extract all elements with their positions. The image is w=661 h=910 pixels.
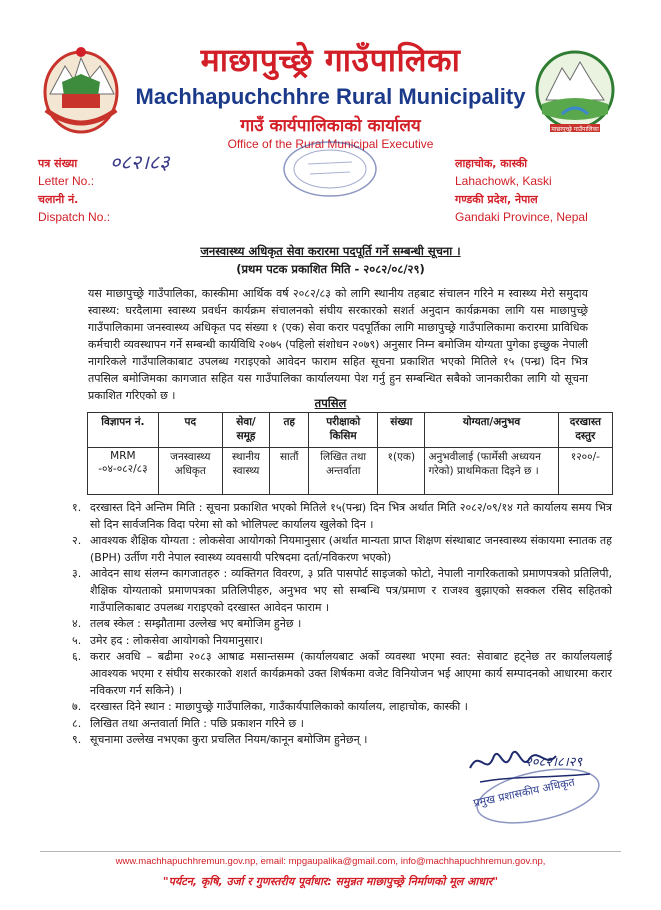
item-text: दरखास्त दिने अन्तिम मिति : सूचना प्रकाशित भएको मितिले १५(पन्ध्र) दिन भित्र अर्थात मिति २०८२/०९/१४ गते कार्यालय समय भित्र सो दिन सार्वजनिक विदा परेमा सो को भोलिपल्ट कार्यालय खुलेको दिन । [90,501,612,531]
item-text: करार अवधि – बढीमा २०८३ आषाढ मसान्तसम्म (कार्यालयबाट अर्को व्यवस्था भएमा स्वत: सेवाबाट हट्नेछ तर कार्यालयलाई आवश्यक भएमा र संघीय सरकारको शशर्त कार्यक्रमको उक्त शिर्षकमा वजेट विनियोजन भई आएमा कार्य सम्पादनको आधारमा करार नविकरण गर्न सकिने) । [90,650,612,697]
col-exam-type: परीक्षाको किसिम [309,413,378,448]
col-ad-no: विज्ञापन नं. [88,413,159,448]
list-item [72,500,612,533]
item-number: ६. [72,650,82,664]
footer-contacts: www.machhapuchhremun.gov.np, email: mpgaupalika@gmail.com, info@machhapuchhremun.gov.np, [115,856,546,867]
item-text: सूचनामा उल्लेख नभएका कुरा प्रचलित नियम/कानून बमोजिम हुनेछन् । [90,733,368,747]
table-row [88,448,613,495]
footer-divider [40,851,621,852]
item-number: २. [72,534,82,548]
item-number: ४. [72,617,82,631]
list-item [72,716,612,733]
item-number: १. [72,501,82,514]
address-en: Lahachowk, Kaski [455,174,552,188]
office-name-en: Office of the Rural Municipal Executive [227,137,434,151]
list-item [72,699,612,716]
list-item [72,649,612,699]
list-item [72,616,612,633]
item-number: ३. [72,567,82,581]
item-text: लिखित तथा अन्तवार्ता मिति : पछि प्रकाशन गरिने छ । [90,716,304,730]
cell-post: जनस्वास्थ्य अधिकृत [158,448,222,495]
address-np: लाहाचोक, कास्की [455,157,528,170]
col-service: सेवा/ समूह [222,413,269,448]
cell-qualification: अनुभवीलाई (फार्मेसी अध्ययन गरेको) प्राथमिकता दिइने छ । [425,448,558,495]
col-level: तह [270,413,309,448]
letter-label-en: Letter No.: [38,174,95,188]
item-number: ५. [72,633,82,647]
list-item [72,566,612,616]
cell-count: १(एक) [378,448,425,495]
dispatch-label-np: चलानी नं. [38,193,79,206]
table-header-row [88,413,613,448]
notice-subheading: (प्रथम पटक प्रकाशित मिति - २०८२/०८/२९) [236,262,425,276]
footer-motto: "पर्यटन, कृषि, उर्जा र गुणस्तरीय पूर्वाधार: समुन्नत माछापुच्छ्रे निर्माणको मूल आधार" [162,875,499,888]
list-item [72,633,612,650]
cell-ad-no: MRM -०४-०८२/८३ [88,448,159,495]
signature-date: २०८२।८।२९ [525,755,583,770]
conditions-list [72,500,612,749]
logo-caption: माछापुच्छ्रे गाउँपालिका [551,126,599,133]
item-text: तलब स्केल : सम्झौतामा उल्लेख भए बमोजिम हुनेछ । [90,617,302,631]
cell-service: स्थानीय स्वास्थ्य [222,448,269,495]
vacancy-table [87,412,613,495]
col-qualification: योग्यता/अनुभव [425,413,558,448]
cell-level: सातौं [270,448,309,495]
notice-heading: जनस्वास्थ्य अधिकृत सेवा करारमा पदपूर्ति गर्ने सम्बन्धी सूचना । [200,244,461,258]
office-stamp-icon [280,138,380,200]
municipality-name-en: Machhapuchchhre Rural Municipality [135,84,526,109]
office-name-np: गाउँ कार्यपालिकाको कार्यालय [240,116,421,136]
province-en: Gandaki Province, Nepal [455,210,588,224]
item-number: ७. [72,700,82,714]
province-np: गण्डकी प्रदेश, नेपाल [455,193,538,206]
letter-number: ०८२।८३ [110,150,170,174]
col-post: पद [158,413,222,448]
dispatch-label-en: Dispatch No.: [38,210,111,224]
cell-fee: १२००/- [558,448,612,495]
item-text: आवश्यक शैक्षिक योग्यता : लोकसेवा आयोगको नियमानुसार (अर्थात मान्यता प्राप्त शिक्षण संस्थाबाट जनस्वास्थ्य संकायमा स्नातक तह (BPH) उर्तीण गरी नेपाल स्वास्थ्य व्यवसायी परिषदमा दर्ता/नविकरण भएको) [90,534,612,564]
item-text: उमेर हद : लोकसेवा आयोगको नियमानुसार। [90,633,263,647]
item-number: ८. [72,716,82,730]
signatory-title: प्रमुख प्रशासकीय अधिकृत [472,775,576,810]
item-number: ९. [72,733,82,747]
col-count: संख्या [378,413,425,448]
list-item [72,533,612,566]
letter-label-np: पत्र संख्या [38,157,78,170]
item-text: आवेदन साथ संलग्न कागजातहरु : व्यक्तिगत विवरण, ३ प्रति पासपोर्ट साइजको फोटो, नेपाली नागरिकताको प्रमाणपत्रको प्रतिलिपी, शैक्षिक योग्यताको प्रमाणपत्रका प्रतिलिपीहरु, अनुभव भए सो सम्बन्धि पत्र/प्रमाण र राजश्व बुझाएको सक्कल रसिद सहितको गाउँपालिकाबाट उपलब्ध गराइएको दरखास्त आवेदन फाराम । [90,567,612,614]
municipality-name-np: माछापुच्छ्रे गाउँपालिका [200,41,461,79]
col-fee: दरखास्त दस्तुर [558,413,612,448]
table-title: तपसिल [314,396,347,410]
item-text: दरखास्त दिने स्थान : माछापुच्छ्रे गाउँपालिका, गाउँकार्यपालिकाको कार्यालय, लाहाचोक, कास्की । [90,700,468,714]
cell-exam-type: लिखित तथा अन्तर्वाता [309,448,378,495]
notice-body: यस माछापुच्छ्रे गाउँपालिका, कास्कीमा आर्थिक वर्ष २०८२/८३ को लागि स्थानीय तहबाट संचालन गरिने म स्वास्थ्य मेरो समुदाय स्वास्थ्य: घरदैलामा स्वास्थ्य प्रवर्धन कार्यक्रम संचालनको संघीय सरकारको सशर्त अनुदान कार्यक्रमका लागि यस माछापुच्छ्रे गाउँपालिकामा जनस्वास्थ्य अधिकृत पद संख्या १ (एक) सेवा करार पदपूर्तिका लागि माछापुच्छ्रे गाउँपालिकामा करारमा प्राविधिक कर्मचारी व्यवस्थापन गर्ने सम्बन्धी कार्यविधि २०७५ (पहिलो संशोधन २०७९) अनुसार निम्न बमोजिम योग्यता पुगेका इच्छुक नेपाली नागरिकले गाउँपालिकाबाट उपलब्ध गराइएको आवेदन फाराम सहित सूचना प्रकाशित भएको मितिले १५ (पन्ध्र) दिन भित्र तपसिल बमोजिमका कागजात सहित यस गाउँपालिका कार्यालयमा पेश गर्नु हुन सम्बन्धित सबैको जानकारीका लागि यो सूचना प्रकाशित गरिएको छ । [88,287,588,402]
